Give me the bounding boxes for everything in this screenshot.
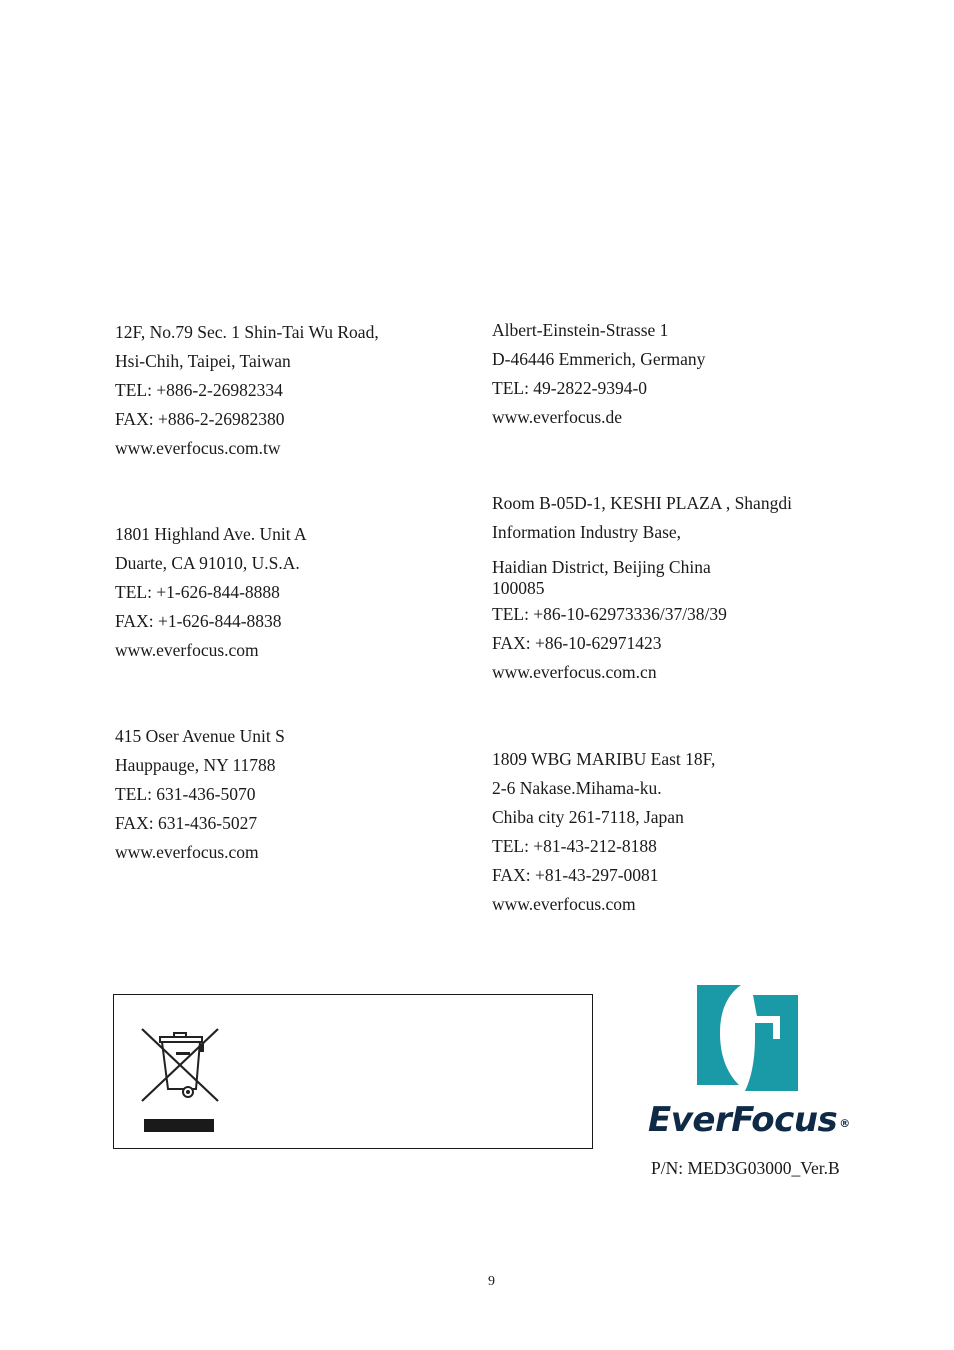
address-line: TEL: 631-436-5070 xyxy=(115,784,256,804)
address-line: www.everfocus.com xyxy=(492,894,636,914)
address-line: 2-6 Nakase.Mihama-ku. xyxy=(492,778,662,798)
address-line: www.everfocus.com xyxy=(115,640,259,660)
address-line: FAX: +81-43-297-0081 xyxy=(492,865,659,885)
address-line: FAX: +1-626-844-8838 xyxy=(115,611,282,631)
address-line: www.everfocus.com.tw xyxy=(115,438,281,458)
address-line: Albert-Einstein-Strasse 1 xyxy=(492,320,669,340)
address-line: TEL: +886-2-26982334 xyxy=(115,380,283,400)
weee-notice-box xyxy=(113,994,593,1149)
address-line: www.everfocus.de xyxy=(492,407,623,427)
logo-wordmark: EverFocus xyxy=(648,1100,838,1140)
address-line: TEL: +86-10-62973336/37/38/39 xyxy=(492,604,727,624)
address-line: FAX: +886-2-26982380 xyxy=(115,409,285,429)
address-line: www.everfocus.com xyxy=(115,842,259,862)
address-line: Chiba city 261-7118, Japan xyxy=(492,807,684,827)
address-line: D-46446 Emmerich, Germany xyxy=(492,349,706,369)
address-line: Information Industry Base, xyxy=(492,522,682,542)
address-line: 1801 Highland Ave. Unit A xyxy=(115,524,307,544)
address-line: Room B-05D-1, KESHI PLAZA , Shangdi xyxy=(492,493,792,513)
page-number: 9 xyxy=(488,1274,495,1289)
address-line: Duarte, CA 91010, U.S.A. xyxy=(115,553,300,573)
crossed-out-wheelie-bin-icon xyxy=(138,1027,220,1135)
everfocus-logo-mark xyxy=(693,981,800,1094)
address-line: 12F, No.79 Sec. 1 Shin-Tai Wu Road, xyxy=(115,322,379,342)
address-line: TEL: +81-43-212-8188 xyxy=(492,836,657,856)
everfocus-logo-text xyxy=(648,1100,850,1140)
address-line: TEL: +1-626-844-8888 xyxy=(115,582,280,602)
address-line: 1809 WBG MARIBU East 18F, xyxy=(492,749,716,769)
address-line: TEL: 49-2822-9394-0 xyxy=(492,378,648,398)
address-line: Haidian District, Beijing China xyxy=(492,557,711,577)
address-line: Hauppauge, NY 11788 xyxy=(115,755,276,775)
address-line: FAX: 631-436-5027 xyxy=(115,813,258,833)
address-line: www.everfocus.com.cn xyxy=(492,662,657,682)
address-line: Hsi-Chih, Taipei, Taiwan xyxy=(115,351,291,371)
registered-mark: ® xyxy=(839,1117,850,1130)
address-line: 100085 xyxy=(492,578,545,598)
part-number: P/N: MED3G03000_Ver.B xyxy=(651,1158,840,1178)
address-line: 415 Oser Avenue Unit S xyxy=(115,726,285,746)
address-line: FAX: +86-10-62971423 xyxy=(492,633,662,653)
